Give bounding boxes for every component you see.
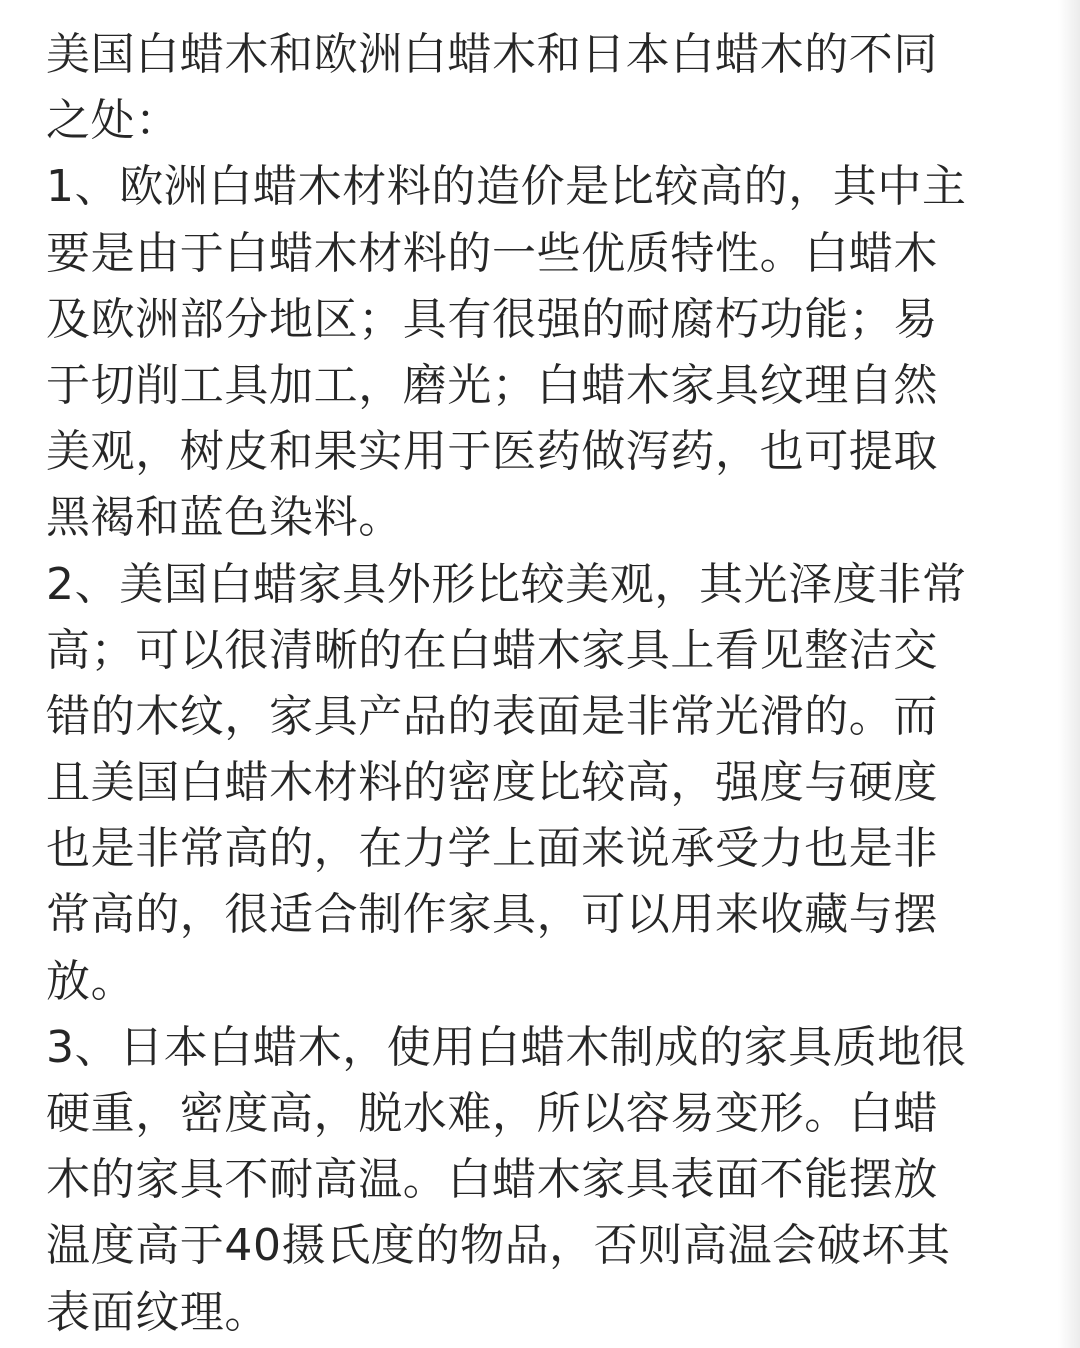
text-line: 常高的，很适合制作家具，可以用来收藏与摆 [46,889,938,941]
text-line: 黑褐和蓝色染料。 [46,492,403,544]
text-line: 温度高于40摄氏度的物品，否则高温会破坏其 [46,1220,951,1272]
text-line-point1-start: 1、欧洲白蜡木材料的造价是比较高的，其中主 [46,161,967,213]
text-line: 高；可以很清晰的在白蜡木家具上看见整洁交 [46,624,938,676]
text-line-title: 美国白蜡木和欧洲白蜡木和日本白蜡木的不同 [46,29,938,80]
text-line: 于切削工具加工，磨光；白蜡木家具纹理自然 [46,359,938,411]
text-line: 放。 [46,955,136,1007]
article-body [46,22,1046,1346]
text-line: 及欧洲部分地区；具有很强的耐腐朽功能；易 [46,293,938,345]
text-line: 也是非常高的，在力学上面来说承受力也是非 [46,823,938,875]
edge-shadow [1058,0,1080,1348]
text-line: 要是由于白蜡木材料的一些优质特性。白蜡木 [46,227,938,279]
text-line: 错的木纹，家具产品的表面是非常光滑的。而 [46,690,938,742]
text-line: 木的家具不耐高温。白蜡木家具表面不能摆放 [46,1154,938,1206]
text-line-point3-start: 3、日本白蜡木，使用白蜡木制成的家具质地很 [46,1021,967,1073]
text-line: 表面纹理。 [46,1286,269,1338]
text-line: 美观，树皮和果实用于医药做泻药，也可提取 [46,426,938,478]
text-line: 且美国白蜡木材料的密度比较高，强度与硬度 [46,757,938,809]
text-line-point2-start: 2、美国白蜡家具外形比较美观，其光泽度非常 [46,558,967,610]
text-line: 硬重，密度高，脱水难，所以容易变形。白蜡 [46,1088,938,1139]
text-line-title-end: 之处： [46,95,180,147]
